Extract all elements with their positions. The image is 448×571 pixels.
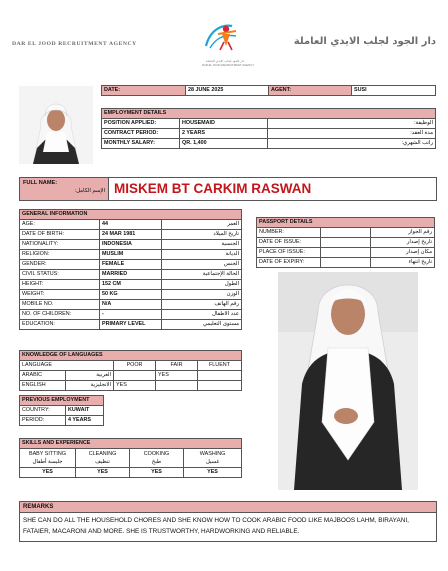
cleaning-header: CLEANING تنظيف <box>76 449 130 468</box>
full-name-box <box>19 177 437 201</box>
period-label: PERIOD: <box>20 416 66 426</box>
logo-subtitle-ar: دار الجود لجلب الايدي العاملة <box>205 59 245 63</box>
passport-number-value <box>321 228 371 238</box>
children-label: NO. OF CHILDREN: <box>20 310 100 320</box>
table-row <box>102 139 436 149</box>
country-value: KUWAIT <box>66 406 104 416</box>
passport-details-title: PASSPORT DETAILS <box>257 218 435 228</box>
mobile-label: MOBILE NO. <box>20 300 100 310</box>
table-row <box>20 416 104 426</box>
general-information-table <box>19 209 242 330</box>
applicant-full-body-icon <box>278 272 418 490</box>
remarks-text: SHE CAN DO ALL THE HOUSEHOLD CHORES AND SHE KNOW HOW TO COOK ARABIC FOOD LIKE MAJBOOS LAHM, BIRAYANI, FATAIER, MACARONI AND MORE. SHE IS TRUSTWORTHY, HARDWORKING AND RELIABLE. <box>23 517 409 535</box>
issue-date-label: DATE OF ISSUE: <box>257 238 321 248</box>
issue-date-label-ar: تاريخ إصدار <box>371 238 435 248</box>
civil-status-value: MARRIED <box>100 270 162 280</box>
religion-value: MUSLIM <box>100 250 162 260</box>
salary-value: QR. 1,400 <box>180 139 268 149</box>
height-value: 152 CM <box>100 280 162 290</box>
position-label-ar: الوظيفة: <box>268 119 436 129</box>
weight-value: 50 KG <box>100 290 162 300</box>
expiry-date-label-ar: تاريخ انتهاء <box>371 258 435 268</box>
contract-label-ar: مدة العقد: <box>268 129 436 139</box>
arabic-label-ar: العربية <box>66 371 114 381</box>
english-fair <box>156 381 198 391</box>
gender-value: FEMALE <box>100 260 162 270</box>
date-agent-table <box>101 85 436 96</box>
employment-details-table <box>101 108 436 149</box>
expiry-date-value <box>321 258 371 268</box>
cooking-header: COOKING طبخ <box>130 449 184 468</box>
arabic-fluent <box>198 371 242 381</box>
agent-label: AGENT: <box>269 86 352 96</box>
religion-label-ar: الديانة <box>162 250 242 260</box>
table-row <box>20 250 242 260</box>
table-row <box>257 238 435 248</box>
table-row <box>20 320 242 330</box>
age-value: 44 <box>100 220 162 230</box>
religion-label: RELIGION: <box>20 250 100 260</box>
expiry-date-label: DATE OF EXPIRY: <box>257 258 321 268</box>
table-row <box>20 449 242 468</box>
table-row <box>20 406 104 416</box>
education-label-ar: مستوى التعليمي <box>162 320 242 330</box>
table-row <box>257 228 435 238</box>
date-value: 28 JUNE 2025 <box>186 86 269 96</box>
height-label: HEIGHT: <box>20 280 100 290</box>
children-label-ar: عدد الاطفال <box>162 310 242 320</box>
cleaning-value: YES <box>76 468 130 478</box>
nationality-label-ar: الجنسية <box>162 240 242 250</box>
full-name-value: MISKEM BT CARKIM RASWAN <box>114 181 312 196</box>
table-row <box>20 270 242 280</box>
skills-title: SKILLS AND EXPERIENCE <box>20 439 242 449</box>
table-row <box>102 129 436 139</box>
babysitting-value: YES <box>20 468 76 478</box>
babysitting-header: BABY SITTING جليسة أطفال <box>20 449 76 468</box>
table-row <box>20 300 242 310</box>
agency-logo <box>202 20 255 67</box>
language-column-header: LANGUAGE <box>20 361 114 371</box>
previous-employment-title: PREVIOUS EMPLOYMENT <box>20 396 104 406</box>
table-row <box>20 220 242 230</box>
english-label: ENGLISH <box>20 381 66 391</box>
table-row <box>20 240 242 250</box>
logo-mark-icon <box>202 20 248 54</box>
agency-name-english: DAR EL JOOD RECRUITMENT AGENCY <box>12 41 137 47</box>
arabic-label: ARABIC <box>20 371 66 381</box>
date-label: DATE: <box>102 86 186 96</box>
full-name-label: FULL NAME: <box>23 180 58 186</box>
applicant-portrait-icon <box>19 86 93 164</box>
table-row <box>20 371 242 381</box>
previous-employment-table <box>19 395 104 426</box>
arabic-poor <box>114 371 156 381</box>
agent-value: SUSI <box>352 86 436 96</box>
logo-subtitle-en: DAR EL JOOD RECRUITMENT AGENCY <box>202 63 255 67</box>
agency-name-arabic: دار الجود لجلب الايدي العاملة <box>293 36 436 47</box>
mobile-value: N/A <box>100 300 162 310</box>
nationality-value: INDONESIA <box>100 240 162 250</box>
gender-label-ar: الجنس <box>162 260 242 270</box>
applicant-photo-full <box>278 272 418 490</box>
passport-number-label: NUMBER: <box>257 228 321 238</box>
dob-value: 24 MAR 1981 <box>100 230 162 240</box>
age-label-ar: العمر <box>162 220 242 230</box>
table-row <box>257 258 435 268</box>
english-fluent <box>198 381 242 391</box>
children-value: - <box>100 310 162 320</box>
civil-status-label-ar: الحالة الإجتماعية <box>162 270 242 280</box>
table-row <box>20 361 242 371</box>
table-row <box>20 310 242 320</box>
table-row <box>20 260 242 270</box>
position-label: POSITION APPLIED: <box>102 119 180 129</box>
height-label-ar: الطول <box>162 280 242 290</box>
fluent-column-header: FLUENT <box>198 361 242 371</box>
dob-label-ar: تاريخ الميلاد <box>162 230 242 240</box>
full-name-label-cell <box>20 178 109 200</box>
salary-label-ar: راتب الشهري: <box>268 139 436 149</box>
arabic-fair: YES <box>156 371 198 381</box>
remarks-box <box>19 501 437 542</box>
full-name-label-ar: الإسم الكامل: <box>74 188 105 194</box>
table-row <box>257 248 435 258</box>
passport-details-table <box>256 217 435 268</box>
table-row <box>20 280 242 290</box>
dob-label: DATE OF BIRTH: <box>20 230 100 240</box>
age-label: AGE: <box>20 220 100 230</box>
nationality-label: NATIONALITY: <box>20 240 100 250</box>
salary-label: MONTHLY SALARY: <box>102 139 180 149</box>
civil-status-label: CIVIL STATUS: <box>20 270 100 280</box>
education-value: PRIMARY LEVEL <box>100 320 162 330</box>
table-row <box>20 290 242 300</box>
table-row <box>20 230 242 240</box>
applicant-photo-small <box>19 86 93 164</box>
languages-title: KNOWLEDGE OF LANGUAGES <box>20 351 242 361</box>
mobile-label-ar: رقم الهاتف <box>162 300 242 310</box>
poor-column-header: POOR <box>114 361 156 371</box>
period-value: 4 YEARS <box>66 416 104 426</box>
passport-number-label-ar: رقم الجواز <box>371 228 435 238</box>
washing-value: YES <box>184 468 242 478</box>
issue-date-value <box>321 238 371 248</box>
contract-value: 2 YEARS <box>180 129 268 139</box>
weight-label-ar: الوزن <box>162 290 242 300</box>
remarks-title: REMARKS <box>20 502 436 513</box>
position-value: HOUSEMAID <box>180 119 268 129</box>
general-information-title: GENERAL INFORMATION <box>20 210 242 220</box>
languages-table <box>19 350 242 391</box>
issue-place-value <box>321 248 371 258</box>
contract-label: CONTRACT PERIOD: <box>102 129 180 139</box>
education-label: EDUCATION: <box>20 320 100 330</box>
table-row <box>20 381 242 391</box>
cooking-value: YES <box>130 468 184 478</box>
weight-label: WEIGHT: <box>20 290 100 300</box>
washing-header: WASHING غسيل <box>184 449 242 468</box>
table-row <box>102 119 436 129</box>
skills-table <box>19 438 242 478</box>
gender-label: GENDER: <box>20 260 100 270</box>
employment-details-title: EMPLOYMENT DETAILS <box>102 109 436 119</box>
table-row <box>20 468 242 478</box>
issue-place-label-ar: مكان إصدار <box>371 248 435 258</box>
english-poor: YES <box>114 381 156 391</box>
issue-place-label: PLACE OF ISSUE: <box>257 248 321 258</box>
fair-column-header: FAIR <box>156 361 198 371</box>
english-label-ar: الانجليزية <box>66 381 114 391</box>
country-label: COUNTRY: <box>20 406 66 416</box>
